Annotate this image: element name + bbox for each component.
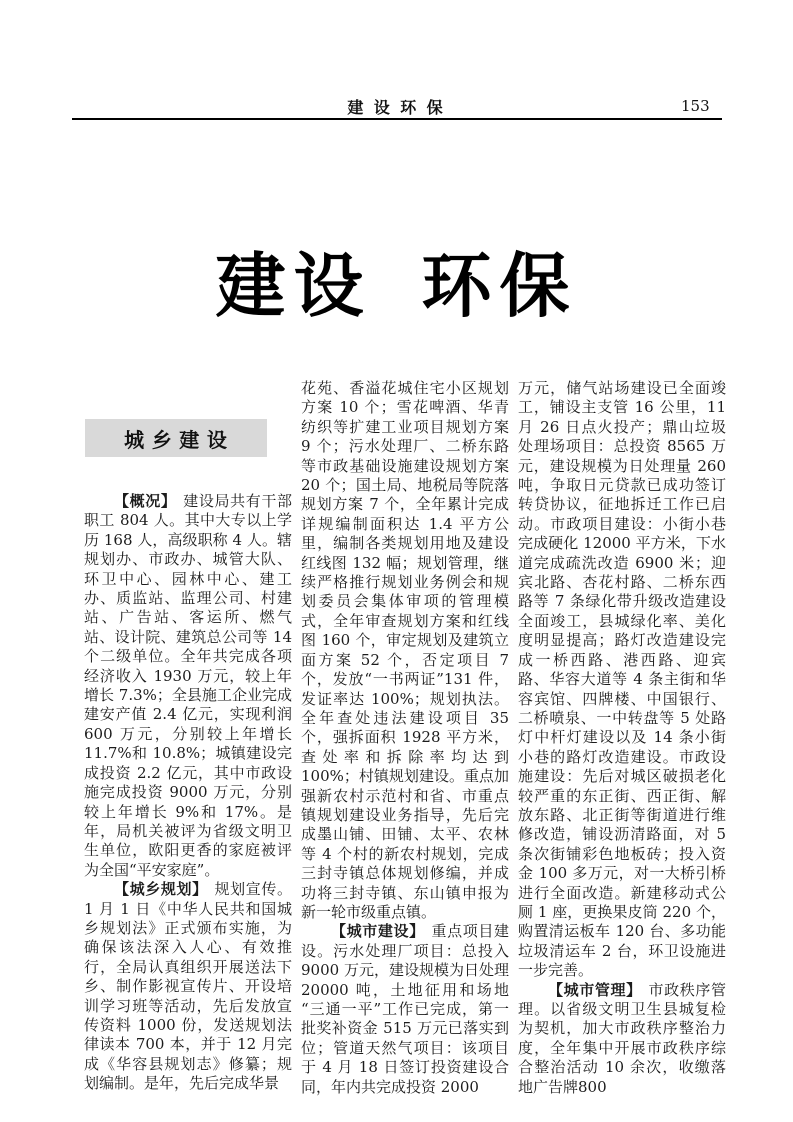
header-rule: [72, 118, 722, 120]
entry-label-urban-construction: 【城市建设】: [331, 923, 425, 941]
chapter-title-word-1: 建设: [215, 244, 372, 327]
text-column-2: [301, 379, 509, 1097]
section-heading-urban-rural-construction: [85, 419, 267, 457]
entry-label-urban-management: 【城市管理】: [548, 981, 642, 999]
entry-text: 市政秩序管理。以省级文明卫生县城复检为契机，加大市政秩序整治力度，全年集中开展市政秩序综合整治活动 10 余次，收缴落地广告牌800: [518, 980, 726, 1096]
entry-text: 万元，储气站场建设已全面竣工，铺设主支管 16 公里，11 月 26 日点火投产；鼎山垃圾处理场项目：总投资 8565 万元，建设规模为日处理量 260 吨，争取日元贷款已成功签订转贷协议，征地拆迁工作已启动。市政项目建设：小街小巷完成硬化 12000 平方米，下水道完成疏洗改造 6900 米；迎宾北路、杏花村路、二桥东西路等 7 条绿化带升级改造建设全面竣工，县城绿化率、美化度明显提高；路灯改造建设完成一桥西路、港西路、迎宾路、华容大道等 4 条主街和华容宾馆、四牌楼、中国银行、二桥喷泉、一中转盘等 5 处路灯中杆灯建设以及 14 条小街小巷的路灯改造建设。市政设施建设：先后对城区破损老化较严重的东正街、西正街、解放东路、北正街等街道进行维修改造，铺设沥清路面，对 5 条次街铺彩色地板砖；投入资金 100 多万元，对一大桥引桥进行全面改造。新建移动式公厕 1 座，更换果皮筒 220 个，购置清运板车 120 台、多功能垃圾清运车 2 台，环卫设施进一步完善。: [518, 379, 726, 980]
text-column-3: [518, 379, 726, 1097]
paragraph-continuation: [518, 379, 726, 981]
entry-label-urban-rural-planning: 【城乡规划】: [114, 881, 208, 899]
entry-text: 建设局共有干部职工 804 人。其中大专以上学历 168 人，高级职称 4 人。辖规划办、市政办、城管大队、环卫中心、园林中心、建工办、质监站、监理公司、村建站、广告站、客运所、燃气站、设计院、建筑总公司等 14 个二级单位。全年共完成各项经济收入 1930 万元，较上年增长 7.3%；全县施工企业完成建安产值 2.4 亿元，实现利润 600 万元，分别较上年增长 11.7%和 10.8%；城镇建设完成投资 2.2 亿元，其中市政设施完成投资 9000 万元，分别较上年增长 9%和 17%。是年，局机关被评为省级文明卫生单位，欧阳更香的家庭被评为全国“平安家庭”。: [84, 492, 292, 879]
chapter-title-word-2: 环保: [421, 244, 578, 327]
page-number: 153: [681, 97, 710, 115]
paragraph-urban-rural-planning: [84, 880, 292, 1093]
running-header-title: 建 设 环 保: [347, 100, 446, 117]
text-column-1: [84, 492, 292, 1094]
paragraph-continuation: [301, 379, 509, 922]
paragraph-overview: [84, 492, 292, 880]
chapter-title: [0, 230, 793, 331]
entry-text: 花苑、香溢花城住宅小区规划方案 10 个；雪花啤酒、华青纺织等扩建工业项目规划方案 9 个；污水处理厂、二桥东路等市政基础设施建设规划方案 20 个；国土局、地税局等院落规划方案 7 个，全年累计完成详规编制面积达 1.4 平方公里，编制各类规划用地及建设红线图 132 幅；规划管理，继续严格推行规划业务例会和规划委员会集体审项的管理模式，全年审查规划方案和红线图 160 个，审定规划及建筑立面方案 52 个，否定项目 7 个，发放“一书两证”131 件，发证率达 100%；规划执法。全年查处违法建设项目 35 个，强拆面积 1928 平方米，查处率和拆除率均达到 100%；村镇规划建设。重点加强新农村示范村和省、市重点镇规划建设业务指导，先后完成墨山铺、田铺、太平、农林等 4 个村的新农村规划，完成三封寺镇总体规划修编，并成功将三封寺镇、东山镇申报为新一轮市级重点镇。: [301, 379, 509, 921]
paragraph-urban-construction: [301, 922, 509, 1097]
entry-text: 规划宣传。1 月 1 日《中华人民共和国城乡规划法》正式颁布实施，为确保该法深入人心、有效推行，全局认真组织开展送法下乡、制作影视宣传片、开设培训学习班等活动，先后发放宣传资料 1000 份，发送规划法律读本 700 本，并于 12 月完成《华容县规划志》修纂；规划编制。是年，先后完成华景: [84, 880, 292, 1093]
entry-label-overview: 【概况】: [114, 493, 177, 510]
paragraph-urban-management: [518, 981, 726, 1097]
section-heading-label: 城 乡 建 设: [124, 429, 228, 452]
entry-text: 重点项目建设。污水处理厂项目：总投入 9000 万元，建设规模为日处理 20000 吨，土地征用和场地“三通一平”工作已完成，第一批奖补资金 515 万元已落实到位；管道天然气项目：该项目于 4 月 18 日签订投资建设合同，年内共完成投资 2000: [301, 922, 509, 1096]
